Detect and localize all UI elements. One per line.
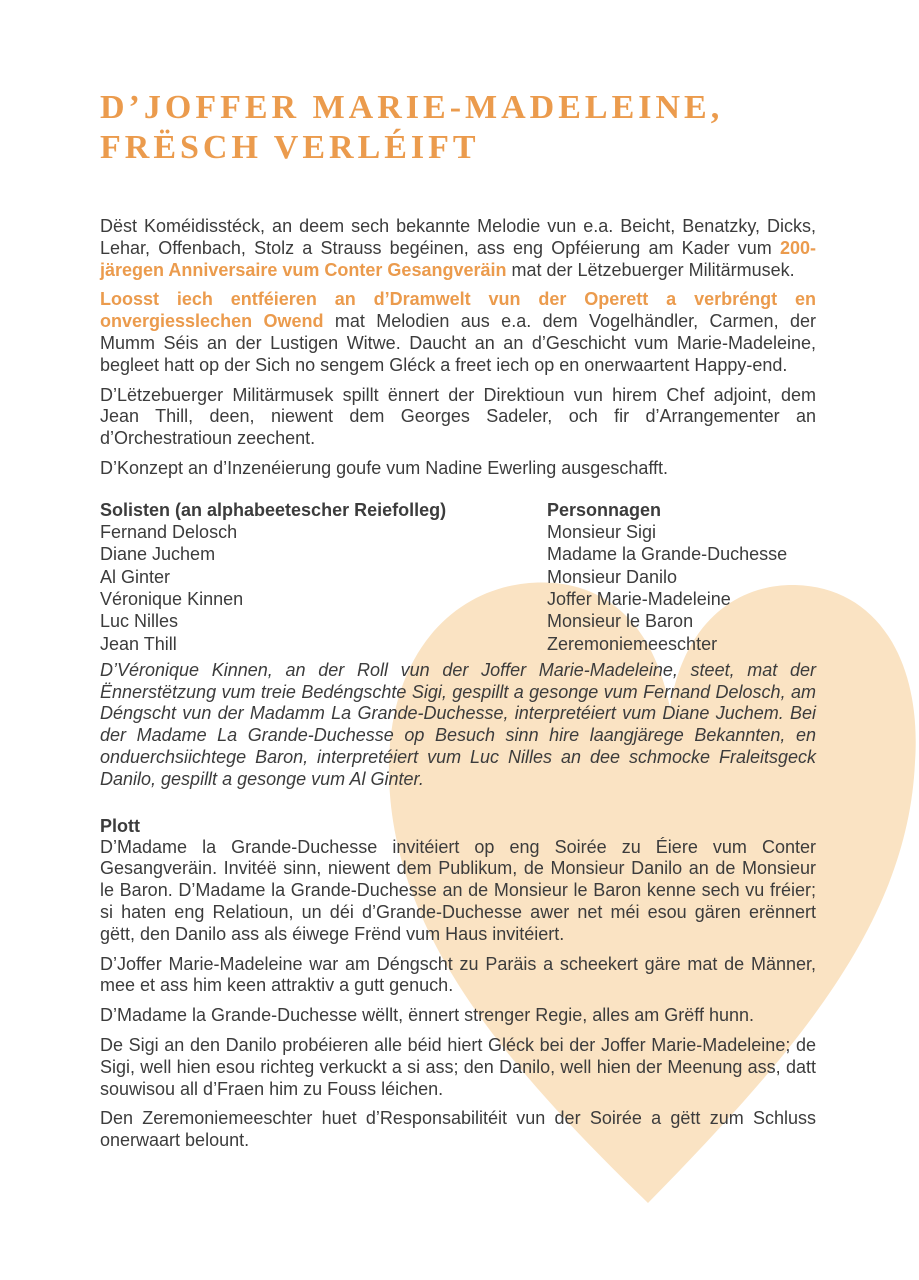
soloist-name: Véronique Kinnen [100,588,244,609]
accent-text: 200-järegen Anniversaire vum Conter Gesangveräin [100,237,816,280]
characters-column [547,499,787,655]
characters-header: Personnagen [547,499,662,520]
body-text: mat der Lëtzebuerger Militärmusek. [506,259,795,280]
plott-heading: Plott [100,815,140,836]
character-name: Monsieur Danilo [547,566,678,587]
characters-list [547,521,787,655]
intro-paragraph [100,216,816,281]
body-text: D’Konzept an d’Inzenéierung goufe vum Nadine Ewerling ausgeschafft. [100,457,669,478]
program-page [100,88,816,1160]
soloist-name: Luc Nilles [100,611,179,632]
cast-section [100,499,816,655]
page-title [100,88,816,168]
intro-paragraph [100,289,816,376]
soloist-name: Jean Thill [100,633,177,654]
intro-paragraph [100,458,816,480]
soloist-name: Al Ginter [100,566,171,587]
character-name: Monsieur le Baron [547,611,694,632]
character-name: Joffer Marie-Madeleine [547,588,731,609]
soloist-name: Diane Juchem [100,544,216,565]
soloists-header: Solisten (an alphabeetescher Reiefolleg) [100,499,447,520]
plott-paragraph: D’Joffer Marie-Madeleine war am Déngscht zu Paräis a scheekert gäre mat de Männer, mee et ass him keen attraktiv a gutt genuch. [100,953,816,996]
page-title-line1: D’JOFFER MARIE-MADELEINE, [100,89,724,126]
intro-paragraph [100,385,816,450]
page-title-line2: FRËSCH VERLÉIFT [100,129,480,166]
roles-note: D’Véronique Kinnen, an der Roll vun der Joffer Marie-Madeleine, steet, mat der Ënnerstëtzung vum treie Bedéngschte Sigi, gespillt a gesonge vum Fernand Delosch, am Déngscht vun der Madamm La Grande-Duchesse, interpretéiert vum Diane Juchem. Bei der Madame La Grande-Duchesse op Besuch sinn hire laangjärege Bekannten, en onduerchsiichtege Baron, interpretéiert vum Luc Nilles an dee schmocke Fraleitsgeck Danilo, gespillt a gesonge vum Al Ginter. [100,659,816,789]
character-name: Madame la Grande-Duchesse [547,544,788,565]
accent-text: Loosst iech entféieren an d’Dramwelt vun der Operett a verbréngt en onvergiesslechen Owend [100,289,816,332]
plott-section [100,837,816,1152]
plott-paragraph: De Sigi an den Danilo probéieren alle béid hiert Gléck bei der Joffer Marie-Madeleine; de Sigi, well hien esou richteg verkuckt a si ass; den Danilo, well hien der Meenung ass, datt souwisou all d’Fraen him zu Fouss léichen. [100,1035,816,1099]
plott-paragraph: D’Madame la Grande-Duchesse wëllt, ënnert strenger Regie, alles am Grëff hunn. [100,1005,754,1026]
plott-paragraph: D’Madame la Grande-Duchesse invitéiert op eng Soirée zu Éiere vum Conter Gesangveräin. Invitéë sinn, niewent dem Publikum, de Monsieur Danilo an de Monsieur le Baron. D’Madame la Grande-Duchesse an de Monsieur le Baron kenne sech vu fréier; si haten eng Relatioun, un déi d’Grande-Duchesse awer net méi esou gären erënnert gëtt, den Danilo ass als éiwege Frënd vum Haus invitéiert. [100,836,816,944]
body-text: mat Melodien aus e.a. dem Vogelhändler, Carmen, der Mumm Séis an der Lustigen Witwe. Daucht an an d’Geschicht vum Marie-Madeleine, begleet hatt op der Sich no sengem Gléck a freet iech op en onerwaartent Happy-end. [100,311,816,375]
character-name: Zeremoniemeeschter [547,633,718,654]
body-text: Dëst Koméidisstéck, an deem sech bekannte Melodie vun e.a. Beicht, Benatzky, Dicks, Lehar, Offenbach, Stolz a Strauss begéinen, ass eng Opféierung am Kader vum [100,216,816,258]
character-name: Monsieur Sigi [547,522,657,543]
intro-section [100,216,816,480]
body-text: D’Lëtzebuerger Militärmusek spillt ënnert der Direktioun vun hirem Chef adjoint, dem Jean Thill, deen, niewent dem Georges Sadeler, och fir d’Arrangementer an d’Orchestratioun zeechent. [100,384,816,449]
plott-paragraph: Den Zeremoniemeeschter huet d’Responsabilitéit vun der Soirée a gëtt zum Schluss onerwaart belount. [100,1108,816,1151]
soloist-name: Fernand Delosch [100,522,238,543]
